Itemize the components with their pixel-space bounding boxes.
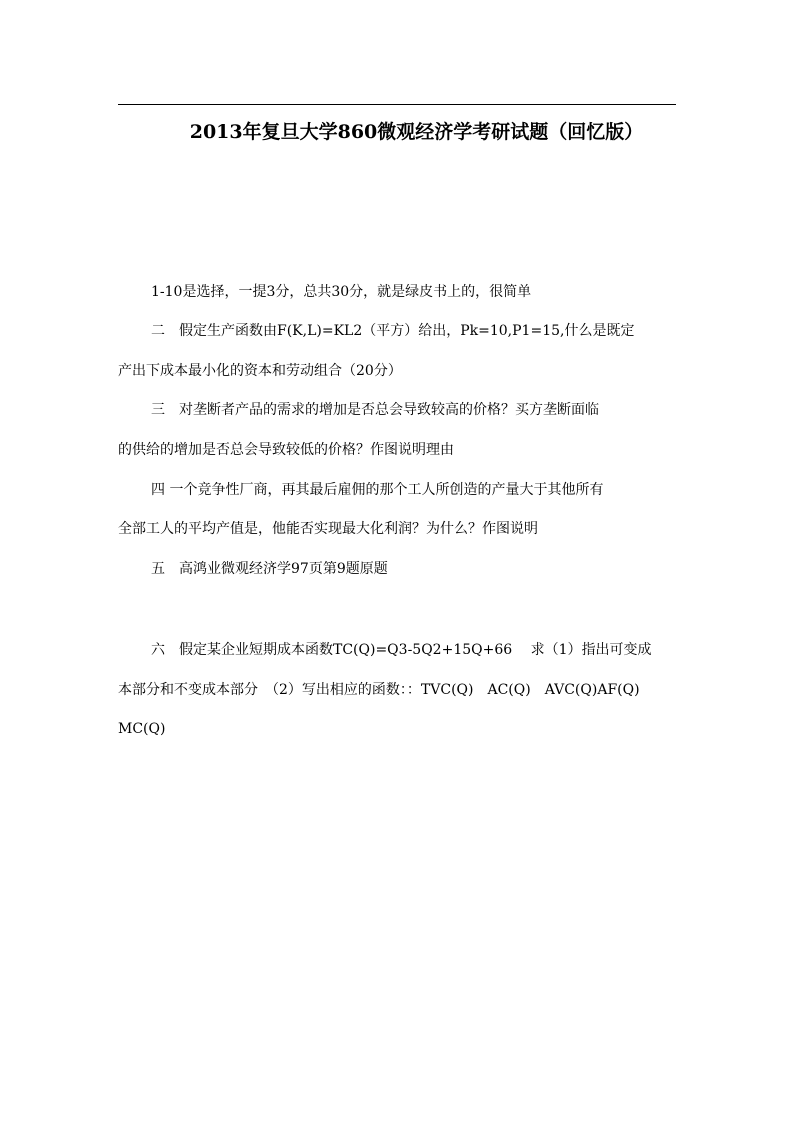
question-3-line-2: 的供给的增加是否总会导致较低的价格？作图说明理由 [118, 442, 454, 458]
document-title: 2013年复旦大学860微观经济学考研试题（回忆版） [189, 121, 644, 143]
question-4-line-2: 全部工人的平均产值是，他能否实现最大化利润？为什么？作图说明 [118, 521, 538, 537]
question-1-line: 1-10是选择，一提3分，总共30分，就是绿皮书上的，很简单 [151, 284, 532, 300]
question-2-line-2: 产出下成本最小化的资本和劳动组合（20分） [118, 363, 402, 379]
question-6-line-3: MC(Q) [118, 721, 166, 737]
question-4-line-1: 四 一个竞争性厂商，再其最后雇佣的那个工人所创造的产量大于其他所有 [151, 482, 604, 498]
question-6-line-2: 本部分和不变成本部分 （2）写出相应的函数：：TVC(Q) AC(Q) AVC(Q)AF(Q) [118, 682, 640, 698]
question-3-line-1: 三 对垄断者产品的需求的增加是否总会导致较高的价格？买方垄断面临 [151, 402, 599, 418]
question-2-line-1: 二 假定生产函数由F(K,L)=KL2（平方）给出，Pk=10,P1=15,什么是既定 [151, 323, 635, 339]
question-5-line: 五 高鸿业微观经济学97页第9题原题 [151, 561, 388, 577]
header-rule [118, 104, 676, 105]
question-6-line-1: 六 假定某企业短期成本函数TC(Q)=Q3-5Q2+15Q+66 求（1）指出可变成 [151, 642, 652, 658]
